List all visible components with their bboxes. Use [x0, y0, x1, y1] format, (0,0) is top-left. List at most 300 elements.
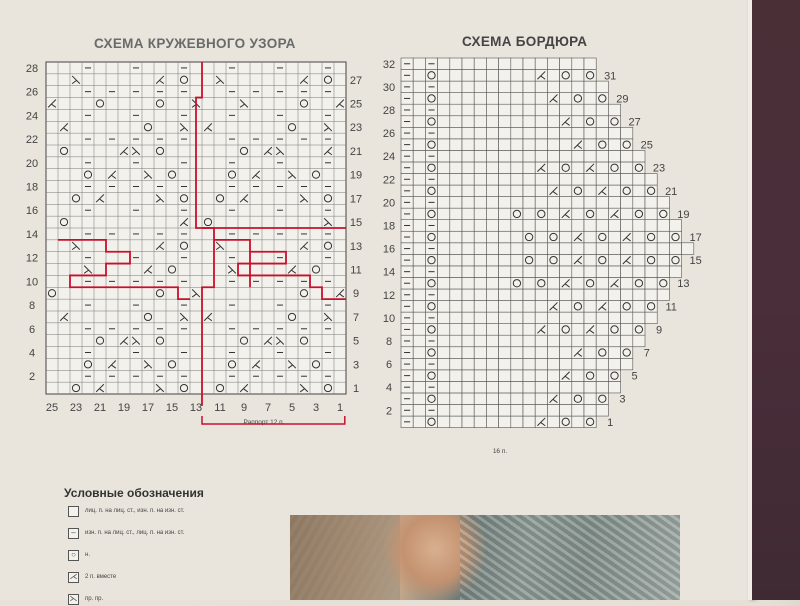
- border-cell: [560, 254, 572, 266]
- row-number: 20: [382, 197, 396, 210]
- border-cell: [535, 127, 547, 139]
- border-cell: [633, 220, 645, 232]
- border-cell: [523, 139, 535, 151]
- border-cell: [462, 416, 474, 428]
- border-cell: [499, 150, 511, 162]
- row-number: 18: [382, 220, 396, 233]
- border-cell: [511, 127, 523, 139]
- column-number: 21: [93, 402, 107, 414]
- border-cell: [523, 150, 535, 162]
- border-cell: [474, 162, 486, 174]
- row-number: 4: [28, 347, 36, 360]
- border-cell: [413, 185, 425, 197]
- border-cell: [474, 347, 486, 359]
- border-cell: [450, 81, 462, 93]
- border-cell: [621, 324, 633, 336]
- border-cell: [438, 254, 450, 266]
- border-cell: [523, 116, 535, 128]
- border-cell: [645, 289, 657, 301]
- border-cell: [523, 370, 535, 382]
- border-cell: [438, 231, 450, 243]
- border-cell: [486, 93, 498, 105]
- border-cell: [438, 197, 450, 209]
- border-cell: [474, 405, 486, 417]
- border-cell: [450, 416, 462, 428]
- border-cell: [547, 266, 559, 278]
- border-cell: [413, 335, 425, 347]
- border-cell: [450, 393, 462, 405]
- border-cell: [645, 266, 657, 278]
- border-cell: [438, 324, 450, 336]
- border-cell: [486, 324, 498, 336]
- border-cell: [474, 381, 486, 393]
- border-cell: [621, 208, 633, 220]
- row-number: 19: [677, 208, 690, 221]
- border-cell: [596, 405, 608, 417]
- border-cell: [499, 335, 511, 347]
- border-cell: [608, 301, 620, 313]
- border-cell: [633, 254, 645, 266]
- border-cell: [633, 197, 645, 209]
- border-cell: [584, 358, 596, 370]
- border-cell: [462, 243, 474, 255]
- border-cell: [413, 324, 425, 336]
- border-cell: [499, 358, 511, 370]
- border-cell: [584, 312, 596, 324]
- knit-symbol-icon: [68, 506, 79, 517]
- border-cell: [438, 93, 450, 105]
- border-cell: [511, 162, 523, 174]
- row-number: 27: [349, 74, 363, 87]
- border-cell: [547, 243, 559, 255]
- border-cell: [645, 243, 657, 255]
- border-cell: [560, 301, 572, 313]
- border-cell: [474, 324, 486, 336]
- border-cell: [474, 254, 486, 266]
- shawl-photo: [290, 515, 680, 600]
- border-cell: [413, 358, 425, 370]
- border-cell: [450, 139, 462, 151]
- border-cell: [523, 185, 535, 197]
- border-cell: [499, 289, 511, 301]
- border-cell: [474, 266, 486, 278]
- row-number: 22: [382, 174, 396, 187]
- border-cell: [413, 416, 425, 428]
- row-number: 1: [607, 416, 614, 429]
- border-cell: [438, 174, 450, 186]
- border-cell: [584, 335, 596, 347]
- border-cell: [511, 93, 523, 105]
- border-cell: [560, 174, 572, 186]
- row-number: 28: [382, 104, 396, 117]
- border-cell: [499, 162, 511, 174]
- border-cell: [547, 197, 559, 209]
- border-cell: [486, 127, 498, 139]
- border-cell: [499, 324, 511, 336]
- border-cell: [438, 70, 450, 82]
- border-cell: [572, 277, 584, 289]
- column-number: 17: [141, 402, 155, 414]
- row-number: 9: [655, 324, 663, 337]
- border-cell: [511, 185, 523, 197]
- border-cell: [535, 405, 547, 417]
- border-cell: [438, 289, 450, 301]
- border-cell: [486, 104, 498, 116]
- row-number: 23: [652, 162, 666, 175]
- border-cell: [633, 289, 645, 301]
- border-cell: [535, 266, 547, 278]
- border-cell: [474, 174, 486, 186]
- border-cell: [669, 266, 681, 278]
- border-cell: [413, 393, 425, 405]
- column-number: 23: [69, 402, 83, 414]
- border-cell: [584, 81, 596, 93]
- border-cell: [499, 220, 511, 232]
- border-cell: [535, 81, 547, 93]
- border-cell: [560, 358, 572, 370]
- border-cell: [608, 104, 620, 116]
- border-cell: [645, 197, 657, 209]
- border-cell: [474, 139, 486, 151]
- border-cell: [596, 335, 608, 347]
- border-cell: [462, 174, 474, 186]
- border-cell: [523, 405, 535, 417]
- border-cell: [474, 358, 486, 370]
- column-number: 1: [336, 402, 344, 414]
- row-number: 17: [349, 193, 363, 206]
- border-cell: [438, 162, 450, 174]
- border-cell: [547, 324, 559, 336]
- border-cell: [596, 127, 608, 139]
- border-cell: [535, 58, 547, 70]
- border-cell: [462, 127, 474, 139]
- border-cell: [547, 58, 559, 70]
- row-number: 11: [665, 301, 677, 314]
- border-cell: [596, 312, 608, 324]
- row-number: 10: [382, 312, 396, 325]
- border-cell: [572, 335, 584, 347]
- border-cell: [547, 277, 559, 289]
- border-cell: [547, 81, 559, 93]
- border-cell: [462, 139, 474, 151]
- border-cell: [535, 254, 547, 266]
- column-number: 19: [117, 402, 131, 414]
- row-number: 5: [352, 335, 360, 348]
- border-cell: [511, 393, 523, 405]
- border-cell: [474, 243, 486, 255]
- border-cell: [596, 162, 608, 174]
- border-cell: [499, 312, 511, 324]
- border-cell: [499, 277, 511, 289]
- border-cell: [547, 127, 559, 139]
- border-cell: [462, 277, 474, 289]
- border-cell: [474, 231, 486, 243]
- border-cell: [450, 370, 462, 382]
- border-cell: [511, 174, 523, 186]
- border-cell: [535, 243, 547, 255]
- column-number: 9: [240, 402, 248, 414]
- border-cell: [523, 381, 535, 393]
- border-cell: [462, 312, 474, 324]
- border-cell: [560, 312, 572, 324]
- border-cell: [462, 370, 474, 382]
- border-cell: [523, 197, 535, 209]
- border-cell: [633, 243, 645, 255]
- row-number: 25: [640, 139, 653, 152]
- row-number: 15: [349, 217, 363, 230]
- border-cell: [413, 231, 425, 243]
- border-cell: [596, 197, 608, 209]
- border-cell: [657, 220, 669, 232]
- border-cell: [462, 231, 474, 243]
- border-cell: [608, 381, 620, 393]
- border-cell: [621, 358, 633, 370]
- border-cell: [560, 150, 572, 162]
- row-number: 5: [631, 370, 638, 383]
- border-cell: [682, 243, 694, 255]
- border-cell: [523, 93, 535, 105]
- border-cell: [560, 289, 572, 301]
- border-cell: [608, 197, 620, 209]
- border-cell: [413, 197, 425, 209]
- border-cell: [462, 150, 474, 162]
- border-cell: [621, 312, 633, 324]
- border-cell: [584, 301, 596, 313]
- border-cell: [511, 81, 523, 93]
- border-cell: [523, 266, 535, 278]
- border-cell: [535, 116, 547, 128]
- border-cell: [572, 70, 584, 82]
- border-cell: [511, 58, 523, 70]
- border-cell: [608, 254, 620, 266]
- border-cell: [572, 127, 584, 139]
- border-cell: [560, 185, 572, 197]
- border-cell: [499, 139, 511, 151]
- border-cell: [511, 116, 523, 128]
- border-cell: [596, 381, 608, 393]
- row-number: 32: [382, 58, 396, 71]
- border-cell: [450, 289, 462, 301]
- border-cell: [462, 301, 474, 313]
- row-number: 25: [349, 98, 363, 111]
- border-cell: [413, 312, 425, 324]
- row-number: 22: [25, 134, 39, 147]
- row-number: 24: [25, 110, 39, 123]
- border-cell: [438, 301, 450, 313]
- border-cell: [657, 254, 669, 266]
- border-cell: [584, 254, 596, 266]
- row-number: 15: [689, 255, 702, 268]
- border-chart-title: СХЕМА БОРДЮРА: [462, 34, 588, 49]
- border-cell: [413, 208, 425, 220]
- border-cell: [474, 197, 486, 209]
- border-cell: [584, 104, 596, 116]
- row-number: 6: [28, 323, 36, 336]
- border-cell: [450, 301, 462, 313]
- border-cell: [450, 243, 462, 255]
- row-number: 1: [352, 383, 360, 396]
- border-cell: [596, 116, 608, 128]
- border-cell: [547, 347, 559, 359]
- border-cell: [499, 416, 511, 428]
- border-cell: [547, 208, 559, 220]
- border-cell: [523, 81, 535, 93]
- border-cell: [572, 208, 584, 220]
- row-number: 8: [28, 300, 36, 313]
- border-cell: [462, 197, 474, 209]
- border-cell: [499, 243, 511, 255]
- border-cell: [474, 104, 486, 116]
- border-cell: [572, 104, 584, 116]
- ssk-symbol-icon: ⋋: [69, 594, 78, 603]
- row-number: 6: [385, 359, 393, 372]
- column-number: 5: [288, 402, 296, 414]
- border-cell: [633, 301, 645, 313]
- border-cell: [572, 266, 584, 278]
- border-cell: [633, 174, 645, 186]
- border-cell: [523, 324, 535, 336]
- border-cell: [547, 139, 559, 151]
- border-cell: [596, 220, 608, 232]
- border-cell: [584, 405, 596, 417]
- border-cell: [413, 347, 425, 359]
- border-cell: [572, 150, 584, 162]
- border-cell: [584, 150, 596, 162]
- border-cell: [608, 174, 620, 186]
- border-cell: [572, 324, 584, 336]
- border-cell: [584, 347, 596, 359]
- border-cell: [584, 174, 596, 186]
- border-cell: [486, 370, 498, 382]
- border-cell: [572, 58, 584, 70]
- border-cell: [511, 243, 523, 255]
- border-cell: [462, 393, 474, 405]
- border-cell: [413, 58, 425, 70]
- border-cell: [633, 266, 645, 278]
- border-cell: [499, 405, 511, 417]
- border-cell: [462, 358, 474, 370]
- border-cell: [413, 243, 425, 255]
- border-cell: [596, 174, 608, 186]
- border-cell: [450, 347, 462, 359]
- border-cell: [438, 347, 450, 359]
- border-cell: [474, 93, 486, 105]
- row-number: 13: [677, 278, 690, 291]
- border-cell: [511, 70, 523, 82]
- border-cell: [547, 358, 559, 370]
- border-cell: [499, 393, 511, 405]
- border-cell: [438, 381, 450, 393]
- border-cell: [462, 58, 474, 70]
- border-cell: [645, 174, 657, 186]
- border-cell: [499, 197, 511, 209]
- border-chart: [383, 58, 702, 429]
- border-cell: [438, 312, 450, 324]
- border-cell: [486, 312, 498, 324]
- border-cell: [523, 127, 535, 139]
- border-cell: [584, 127, 596, 139]
- border-cell: [486, 416, 498, 428]
- border-cell: [560, 393, 572, 405]
- border-cell: [486, 393, 498, 405]
- border-cell: [511, 104, 523, 116]
- border-cell: [560, 220, 572, 232]
- border-cell: [560, 93, 572, 105]
- border-cell: [608, 347, 620, 359]
- border-cell: [499, 116, 511, 128]
- border-cell: [560, 243, 572, 255]
- border-cell: [657, 289, 669, 301]
- border-cell: [450, 93, 462, 105]
- border-cell: [572, 416, 584, 428]
- row-number: 18: [25, 181, 39, 194]
- border-cell: [450, 150, 462, 162]
- border-cell: [474, 370, 486, 382]
- border-cell: [547, 405, 559, 417]
- border-cell: [535, 231, 547, 243]
- border-cell: [462, 104, 474, 116]
- border-cell: [547, 335, 559, 347]
- border-cell: [657, 197, 669, 209]
- border-cell: [450, 405, 462, 417]
- border-cell: [474, 208, 486, 220]
- border-cell: [474, 393, 486, 405]
- border-cell: [584, 289, 596, 301]
- border-cell: [621, 266, 633, 278]
- border-cell: [584, 220, 596, 232]
- border-cell: [413, 127, 425, 139]
- column-number: 25: [45, 402, 59, 414]
- border-cell: [450, 104, 462, 116]
- border-cell: [584, 93, 596, 105]
- border-cell: [413, 70, 425, 82]
- border-cell: [645, 277, 657, 289]
- border-cell: [584, 243, 596, 255]
- border-cell: [535, 335, 547, 347]
- border-cell: [572, 289, 584, 301]
- border-cell: [621, 197, 633, 209]
- border-cell: [523, 208, 535, 220]
- border-cell: [474, 277, 486, 289]
- border-cell: [462, 254, 474, 266]
- legend-item-purl: [68, 526, 184, 540]
- border-cell: [511, 370, 523, 382]
- border-cell: [438, 393, 450, 405]
- border-cell: [413, 116, 425, 128]
- border-cell: [621, 174, 633, 186]
- border-cell: [535, 289, 547, 301]
- border-cell: [547, 289, 559, 301]
- border-cell: [462, 116, 474, 128]
- border-cell: [523, 312, 535, 324]
- border-cell: [486, 116, 498, 128]
- yarn-over-symbol-icon: ○: [68, 550, 79, 561]
- border-cell: [523, 220, 535, 232]
- border-cell: [511, 301, 523, 313]
- repeat-label: Раппорт 12 п.: [243, 419, 285, 426]
- column-number: 11: [214, 402, 226, 414]
- border-cell: [438, 220, 450, 232]
- border-cell: [596, 266, 608, 278]
- border-cell: [438, 266, 450, 278]
- row-number: 16: [382, 243, 396, 256]
- border-cell: [572, 162, 584, 174]
- row-number: 19: [349, 169, 363, 182]
- border-cell: [438, 116, 450, 128]
- border-cell: [450, 324, 462, 336]
- border-cell: [474, 116, 486, 128]
- row-number: 9: [352, 288, 360, 301]
